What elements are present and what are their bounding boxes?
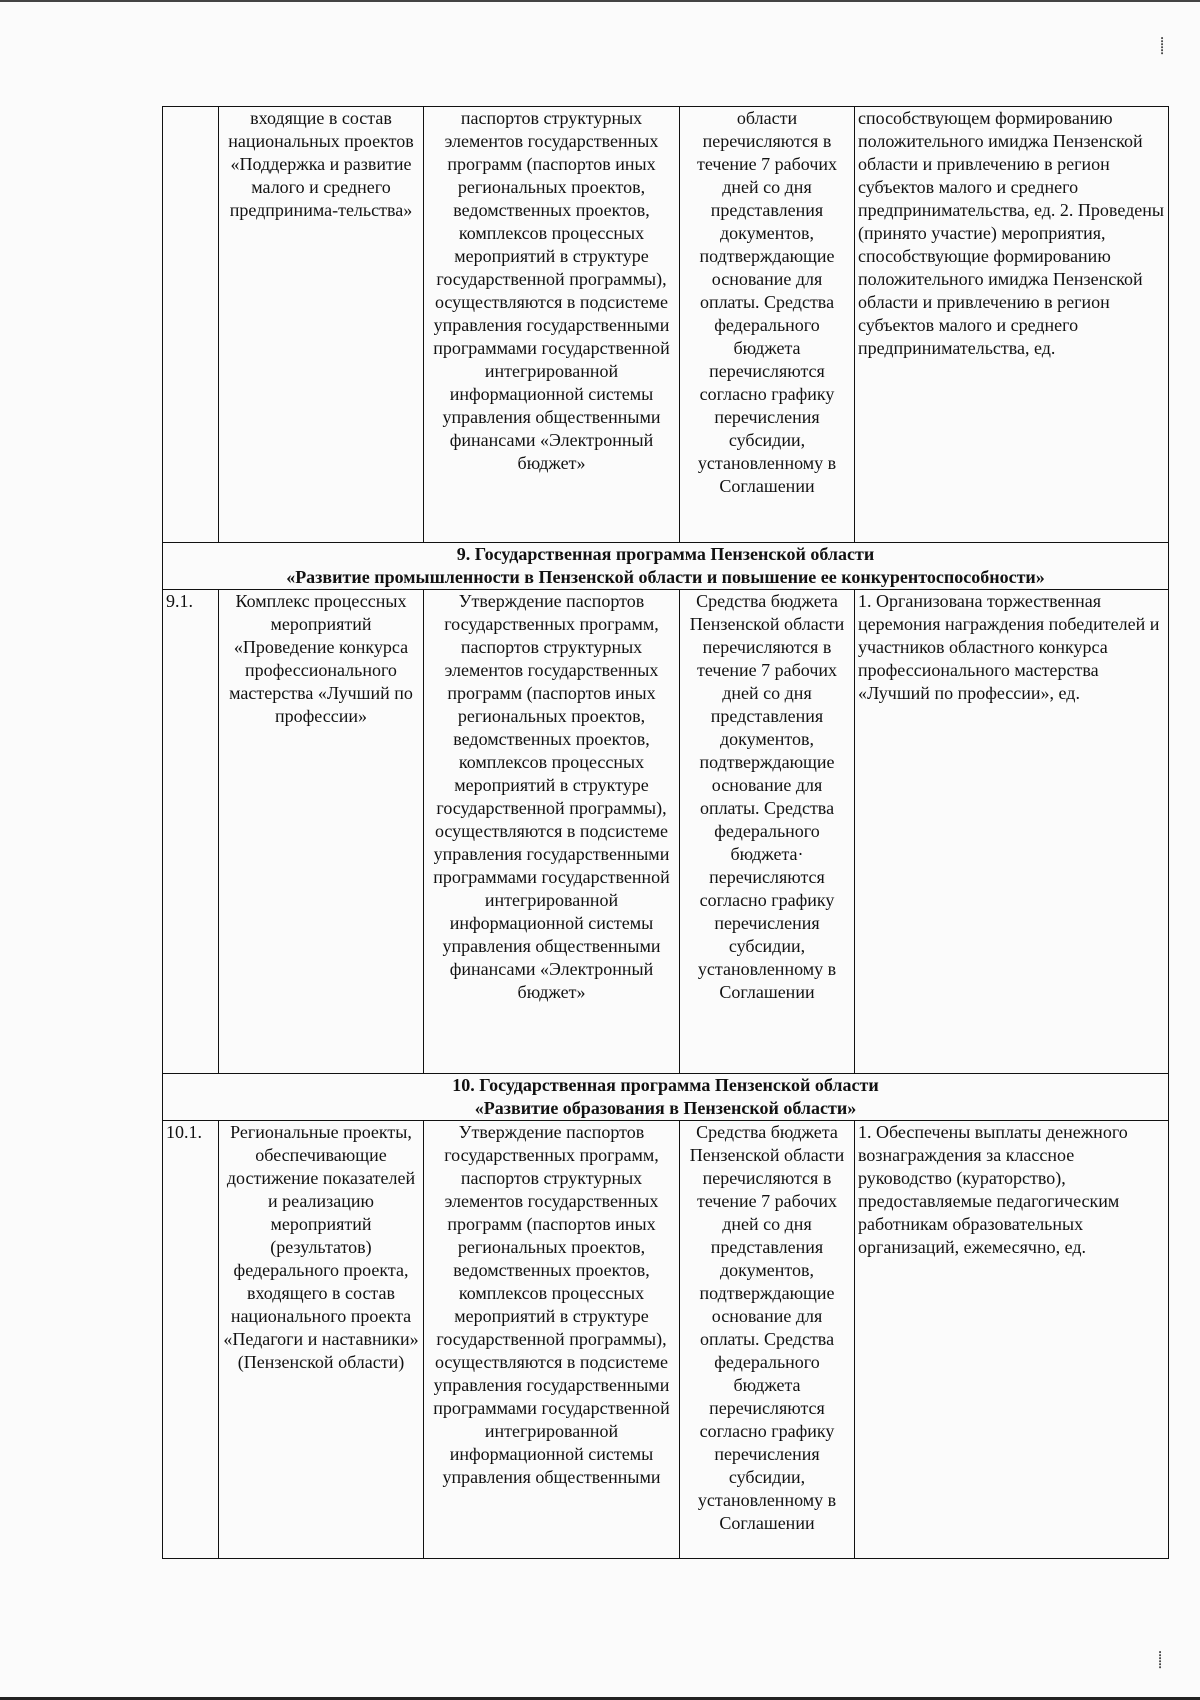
funds-text: Средства бюджета Пензенской области перечисляются в течение 7 рабочих дней со дня представления документов, подтверждающие основание для оплаты. Средства федерального бюджета· перечисляются согласно графику перечисления субсидии, установленному в Соглашении — [680, 590, 855, 1074]
section-heading-10 — [163, 1074, 1169, 1121]
scan-mark: ⸽ — [1158, 1652, 1163, 1669]
section-title: 10. Государственная программа Пензенской области — [452, 1075, 879, 1095]
measure-name: Региональные проекты, обеспечивающие достижение показателей и реализацию мероприятий (результатов) федерального проекта, входящего в состав национального проекта «Педагоги и наставники» (Пензенской области) — [219, 1121, 424, 1559]
section-row — [163, 543, 1169, 590]
measures-table — [162, 106, 1169, 1559]
section-title: 9. Государственная программа Пензенской области — [456, 544, 875, 564]
procedure-text: Утверждение паспортов государственных программ, паспортов структурных элементов государственных программ (паспортов иных региональных проектов, ведомственных проектов, комплексов процессных мероприятий в структуре государственной программы), осуществляются в подсистеме управления государственными программами государственной интегрированной информационной системы управления общественными — [424, 1121, 680, 1559]
table-row — [163, 590, 1169, 1074]
row-number: 9.1. — [163, 590, 219, 1074]
procedure-text: паспортов структурных элементов государственных программ (паспортов иных региональных проектов, ведомственных проектов, комплексов процессных мероприятий в структуре государственной программы), осуществляются в подсистеме управления государственными программами государственной интегрированной информационной системы управления общественными финансами «Электронный бюджет» — [424, 107, 680, 543]
measure-name: Комплекс процессных мероприятий «Проведение конкурса профессионального мастерства «Лучший по профессии» — [219, 590, 424, 1074]
section-subtitle: «Развитие образования в Пензенской области» — [474, 1098, 857, 1118]
funds-text: области перечисляются в течение 7 рабочих дней со дня представления документов, подтверждающие основание для оплаты. Средства федерального бюджета перечисляются согласно графику перечисления субсидии, установленному в Соглашении — [680, 107, 855, 543]
table-row — [163, 107, 1169, 543]
section-heading-9 — [163, 543, 1169, 590]
table-row — [163, 1121, 1169, 1559]
row-number: 10.1. — [163, 1121, 219, 1559]
measure-name: входящие в состав национальных проектов «Поддержка и развитие малого и среднего предпринима-тельства» — [219, 107, 424, 543]
section-subtitle: «Развитие промышленности в Пензенской области и повышение ее конкурентоспособности» — [286, 567, 1045, 587]
result-text: 1. Организована торжественная церемония награждения победителей и участников областного конкурса профессионального мастерства «Лучший по профессии», ед. — [855, 590, 1169, 1074]
scan-mark: ⸽ — [1160, 38, 1165, 55]
funds-text: Средства бюджета Пензенской области перечисляются в течение 7 рабочих дней со дня представления документов, подтверждающие основание для оплаты. Средства федерального бюджета перечисляются согласно графику перечисления субсидии, установленному в Соглашении — [680, 1121, 855, 1559]
result-text: способствующем формированию положительного имиджа Пензенской области и привлечению в регион субъектов малого и среднего предпринимательства, ед. 2. Проведены (принято участие) мероприятия, способствующие формированию положительного имиджа Пензенской области и привлечению в регион субъектов малого и среднего предпринимательства, ед. — [855, 107, 1169, 543]
procedure-text: Утверждение паспортов государственных программ, паспортов структурных элементов государственных программ (паспортов иных региональных проектов, ведомственных проектов, комплексов процессных мероприятий в структуре государственной программы), осуществляются в подсистеме управления государственными программами государственной интегрированной информационной системы управления общественными финансами «Электронный бюджет» — [424, 590, 680, 1074]
row-number — [163, 107, 219, 543]
result-text: 1. Обеспечены выплаты денежного вознаграждения за классное руководство (кураторство), предоставляемые педагогическим работникам образовательных организаций, ежемесячно, ед. — [855, 1121, 1169, 1559]
section-row — [163, 1074, 1169, 1121]
